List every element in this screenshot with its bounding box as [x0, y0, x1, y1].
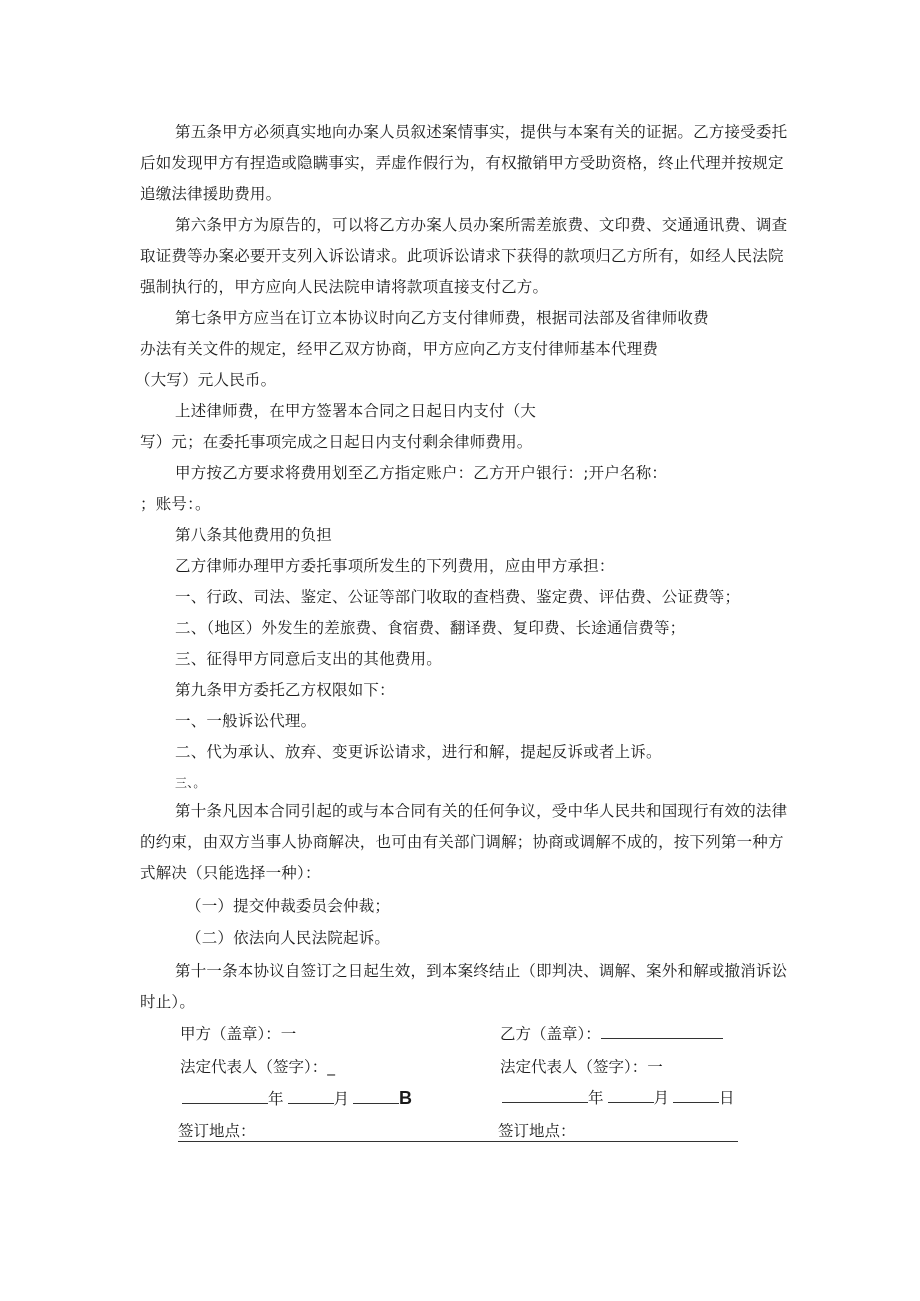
party-b-date [502, 1088, 735, 1108]
account-line-2: ；账号：。 [140, 495, 211, 513]
month-blank [288, 1089, 334, 1104]
art9-item-3: 三、。 [175, 776, 206, 790]
art6-line-2: 取证费等办案必要开支列入诉讼请求。此项诉讼请求下获得的款项归乙方所有，如经人民法院 [140, 247, 784, 265]
art6-line-1: 第六条甲方为原告的，可以将乙方办案人员办案所需差旅费、文印费、交通通讯费、调查 [175, 216, 788, 234]
art10-line-3: 式解决（只能选择一种）： [140, 864, 321, 882]
art7-line-1: 第七条甲方应当在订立本协议时向乙方支付律师费，根据司法部及省律师收费 [175, 309, 709, 327]
art6-line-3: 强制执行的，甲方应向人民法院申请将款项直接支付乙方。 [140, 278, 549, 296]
day-blank [673, 1088, 719, 1103]
art9-heading: 第九条甲方委托乙方权限如下： [175, 681, 395, 699]
art8-item-1: 一、行政、司法、鉴定、公证等部门收取的查档费、鉴定费、评估费、公证费等； [175, 588, 741, 606]
month-blank [608, 1088, 654, 1103]
year-blank [182, 1089, 268, 1104]
art5-line-1: 第五条甲方必须真实地向办案人员叙述案情事实，提供与本案有关的证据。乙方接受委托 [175, 123, 788, 141]
party-b-seal-label: 乙方（盖章）： [500, 1025, 601, 1043]
day-label: 日 [719, 1089, 735, 1107]
art8-item-3: 三、征得甲方同意后支出的其他费用。 [175, 650, 442, 668]
year-label: 年 [268, 1090, 284, 1108]
art11-line-2: 时止）。 [140, 993, 196, 1011]
party-a-place-label: 签订地点： [178, 1122, 256, 1140]
year-label: 年 [588, 1089, 604, 1107]
art5-line-2: 后如发现甲方有捏造或隐瞒事实，弄虚作假行为，有权撤销甲方受助资格，终止代理并按规定 [140, 154, 784, 172]
month-label: 月 [653, 1089, 670, 1107]
art5-line-3: 追缴法律援助费用。 [140, 185, 282, 203]
art7-line-2: 办法有关文件的规定，经甲乙双方协商，甲方应向乙方支付律师基本代理费 [140, 340, 659, 358]
art9-item-2: 二、代为承认、放弃、变更诉讼请求，进行和解，提起反诉或者上诉。 [175, 743, 662, 761]
fee-line-1: 上述律师费，在甲方签署本合同之日起日内支付（大 [175, 402, 537, 420]
art11-line-1: 第十一条本协议自签订之日起生效，到本案终结止（即判决、调解、案外和解或撤消诉讼 [175, 962, 788, 980]
party-b-seal [500, 1024, 723, 1044]
art7-line-3: （大写）元人民币。 [135, 371, 277, 389]
art8-line-2: 乙方律师办理甲方委托事项所发生的下列费用，应由甲方承担： [175, 557, 615, 575]
party-a-place [178, 1121, 498, 1142]
account-line-1: 甲方按乙方要求将费用划至乙方指定账户：乙方开户银行：;开户名称： [175, 464, 668, 482]
art10-line-2: 的约束，由双方当事人协商解决，也可由有关部门调解；协商或调解不成的，按下列第一种方 [140, 833, 784, 851]
year-blank [502, 1088, 588, 1103]
party-a-representative: 法定代表人（签字）：_ [180, 1058, 336, 1076]
party-a-seal: 甲方（盖章）：一 [180, 1025, 297, 1043]
art9-item-1: 一、一般诉讼代理。 [175, 712, 317, 730]
party-b-place-label: 签订地点： [498, 1122, 576, 1140]
month-label: 月 [333, 1090, 350, 1108]
party-b-seal-blank [601, 1024, 723, 1039]
art10-option-1: （一）提交仲裁委员会仲裁； [186, 897, 391, 915]
art8-heading: 第八条其他费用的负担 [175, 526, 333, 544]
fee-line-2: 写）元；在委托事项完成之日起日内支付剩余律师费用。 [140, 433, 533, 451]
art10-line-1: 第十条凡因本合同引起的或与本合同有关的任何争议，受中华人民共和国现行有效的法律 [175, 802, 788, 820]
art8-item-2: 二、（地区）外发生的差旅费、食宿费、翻译费、复印费、长途通信费等； [175, 619, 686, 637]
party-b-place [498, 1121, 738, 1142]
art10-option-2: （二）依法向人民法院起诉。 [186, 929, 391, 947]
party-b-representative: 法定代表人（签字）：一 [500, 1058, 663, 1076]
party-a-date [182, 1088, 412, 1109]
day-blank [353, 1089, 399, 1104]
day-label: B [399, 1088, 413, 1108]
